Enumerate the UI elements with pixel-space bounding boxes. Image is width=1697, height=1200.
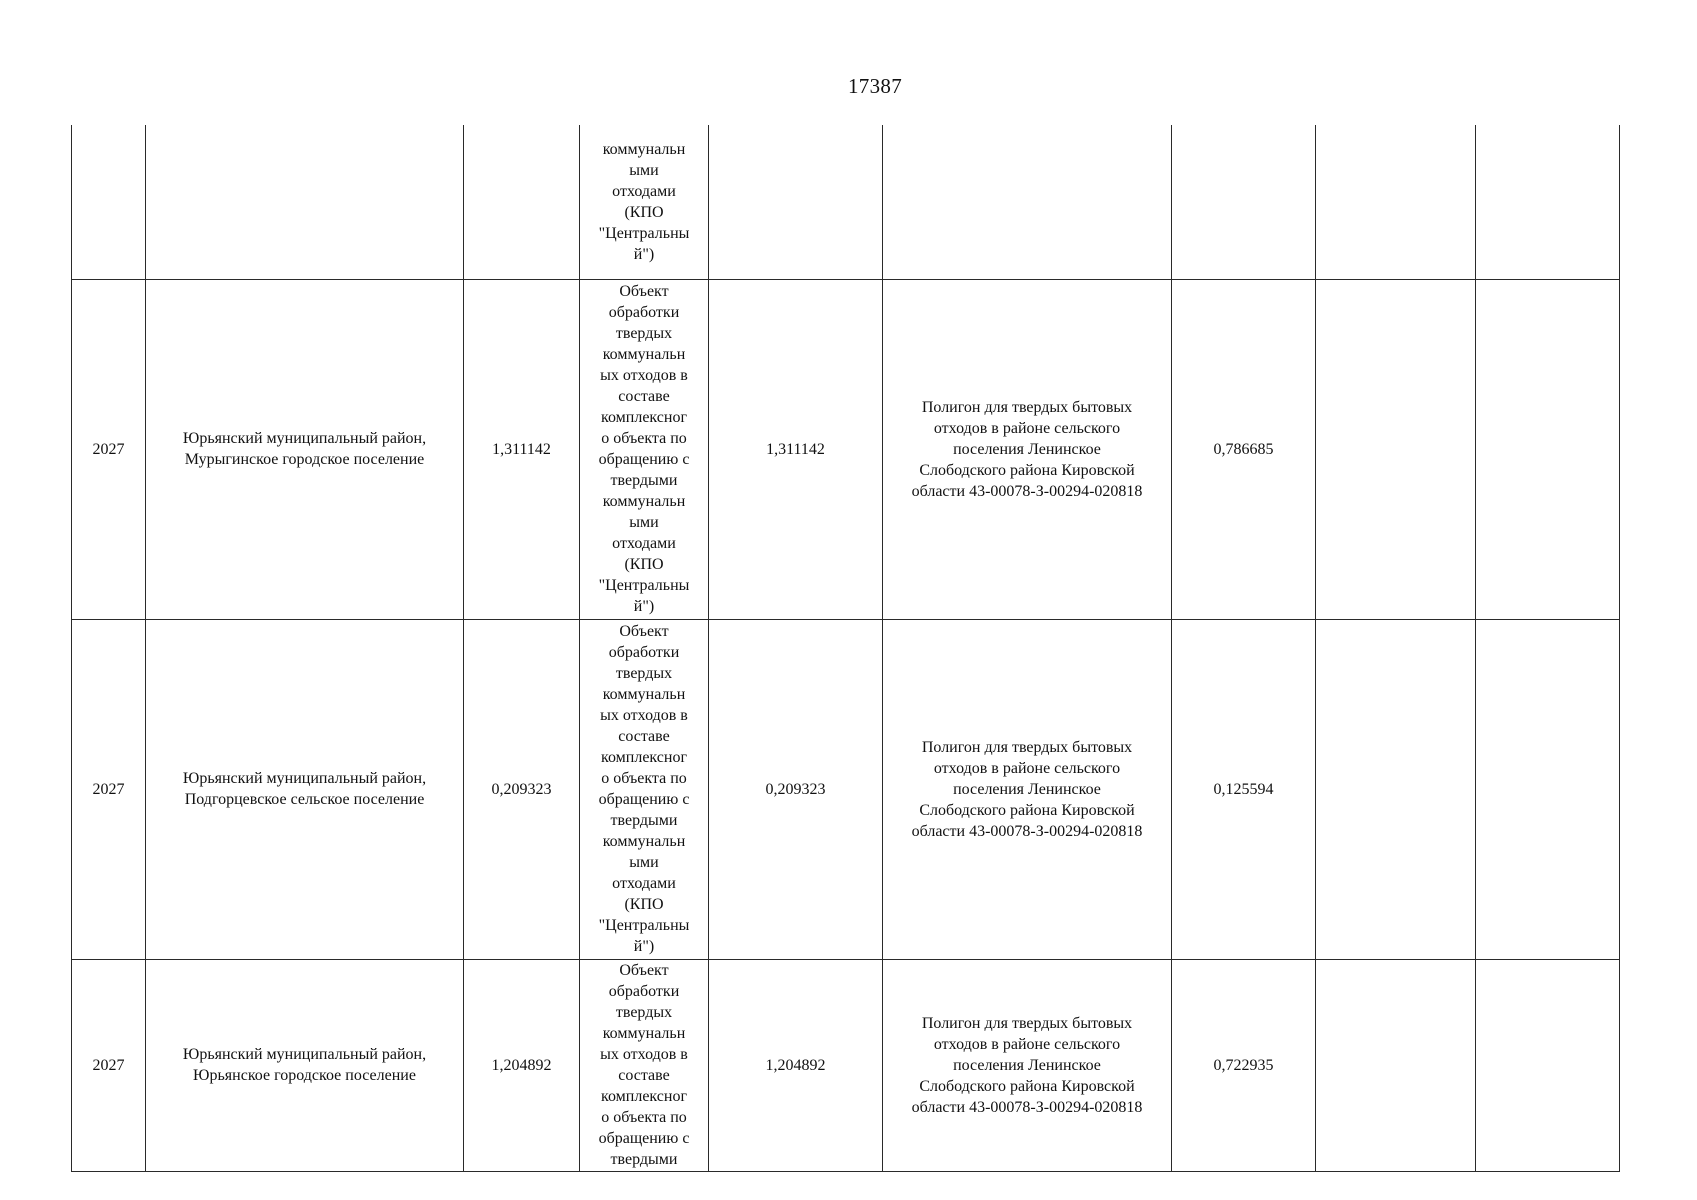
cell-disposal-object <box>883 125 1172 279</box>
cell-year <box>72 125 146 279</box>
table-row-continued <box>72 125 1620 279</box>
cell-mass-generated <box>464 125 580 279</box>
cell-disposal-object: Полигон для твердых бытовых отходов в районе сельского поселения Ленинское Слободского района Кировской области 43-00078-З-00294-020818 <box>883 619 1172 959</box>
cell-facility-type: Объект обработки твердых коммунальн ых отходов в составе комплексног о объекта по обращению с твердыми коммунальн ыми отходами (КПО "Центральны й") <box>580 619 709 959</box>
cell-empty-1 <box>1316 619 1476 959</box>
table-row <box>72 619 1620 959</box>
cell-facility-type: коммунальн ыми отходами (КПО "Центральны й") <box>580 125 709 279</box>
cell-year: 2027 <box>72 959 146 1171</box>
table-row <box>72 279 1620 619</box>
cell-territory <box>146 125 464 279</box>
cell-mass-generated: 0,209323 <box>464 619 580 959</box>
cell-territory: Юрьянский муниципальный район, Подгорцевское сельское поселение <box>146 619 464 959</box>
cell-mass-to-facility <box>709 125 883 279</box>
cell-empty-1 <box>1316 959 1476 1171</box>
cell-facility-type: Объект обработки твердых коммунальн ых отходов в составе комплексног о объекта по обращению с твердыми <box>580 959 709 1171</box>
cell-territory: Юрьянский муниципальный район, Юрьянское городское поселение <box>146 959 464 1171</box>
cell-mass-to-facility: 1,311142 <box>709 279 883 619</box>
cell-empty-2 <box>1476 619 1620 959</box>
cell-facility-type: Объект обработки твердых коммунальн ых отходов в составе комплексног о объекта по обращению с твердыми коммунальн ыми отходами (КПО "Центральны й") <box>580 279 709 619</box>
cell-mass-disposed <box>1172 125 1316 279</box>
cell-mass-disposed: 0,786685 <box>1172 279 1316 619</box>
cell-mass-generated: 1,311142 <box>464 279 580 619</box>
cell-disposal-object: Полигон для твердых бытовых отходов в районе сельского поселения Ленинское Слободского района Кировской области 43-00078-З-00294-020818 <box>883 959 1172 1171</box>
cell-disposal-object: Полигон для твердых бытовых отходов в районе сельского поселения Ленинское Слободского района Кировской области 43-00078-З-00294-020818 <box>883 279 1172 619</box>
cell-mass-to-facility: 0,209323 <box>709 619 883 959</box>
page-number: 17387 <box>848 74 902 98</box>
cell-empty-1 <box>1316 125 1476 279</box>
cell-empty-2 <box>1476 125 1620 279</box>
cell-mass-generated: 1,204892 <box>464 959 580 1171</box>
cell-empty-2 <box>1476 279 1620 619</box>
table-row <box>72 959 1620 1171</box>
cell-empty-2 <box>1476 959 1620 1171</box>
cell-year: 2027 <box>72 279 146 619</box>
cell-mass-disposed: 0,722935 <box>1172 959 1316 1171</box>
cell-year: 2027 <box>72 619 146 959</box>
waste-flow-table <box>71 125 1620 1172</box>
cell-mass-disposed: 0,125594 <box>1172 619 1316 959</box>
cell-mass-to-facility: 1,204892 <box>709 959 883 1171</box>
cell-empty-1 <box>1316 279 1476 619</box>
cell-territory: Юрьянский муниципальный район, Мурыгинское городское поселение <box>146 279 464 619</box>
